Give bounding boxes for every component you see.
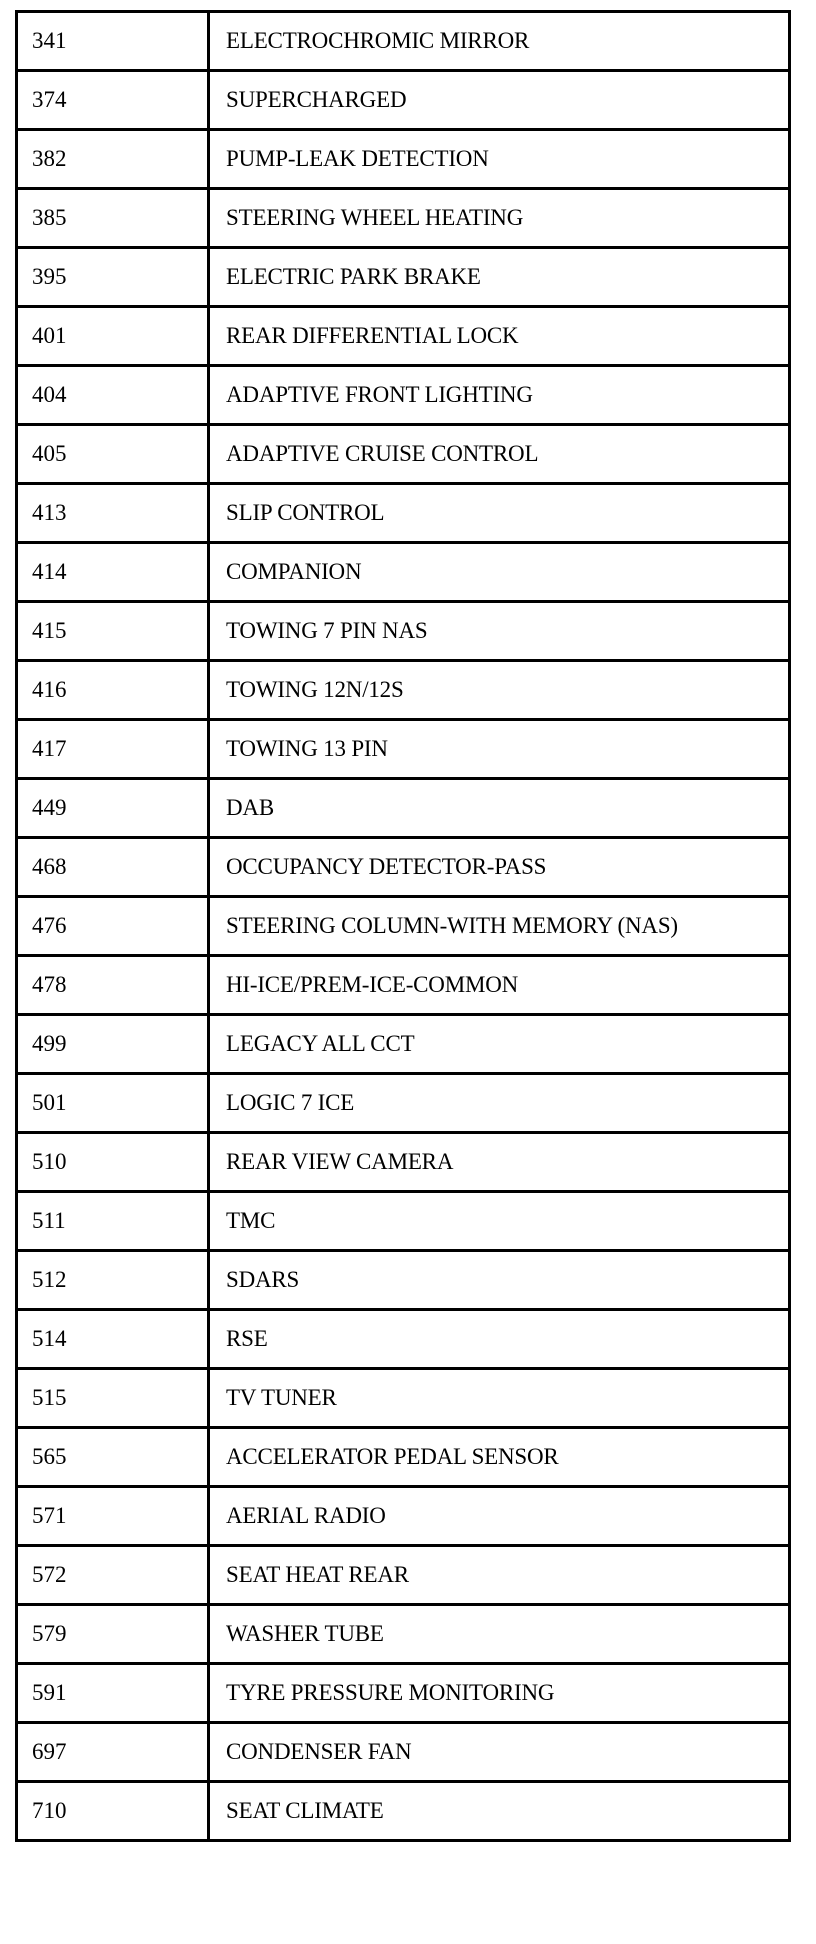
table-row — [17, 543, 790, 602]
description-cell: TYRE PRESSURE MONITORING — [209, 1664, 790, 1723]
table-row — [17, 1605, 790, 1664]
code-cell: 385 — [17, 189, 209, 248]
code-cell: 697 — [17, 1723, 209, 1782]
description-cell: LEGACY ALL CCT — [209, 1015, 790, 1074]
description-cell: RSE — [209, 1310, 790, 1369]
description-cell: SDARS — [209, 1251, 790, 1310]
description-cell: TOWING 13 PIN — [209, 720, 790, 779]
table-row — [17, 1369, 790, 1428]
table-row — [17, 838, 790, 897]
code-cell: 514 — [17, 1310, 209, 1369]
table-row — [17, 248, 790, 307]
code-cell: 404 — [17, 366, 209, 425]
description-cell: ADAPTIVE CRUISE CONTROL — [209, 425, 790, 484]
description-cell: AERIAL RADIO — [209, 1487, 790, 1546]
description-cell: STEERING WHEEL HEATING — [209, 189, 790, 248]
table-row — [17, 602, 790, 661]
code-cell: 510 — [17, 1133, 209, 1192]
table-row — [17, 1015, 790, 1074]
code-cell: 710 — [17, 1782, 209, 1841]
code-cell: 571 — [17, 1487, 209, 1546]
description-cell: ELECTROCHROMIC MIRROR — [209, 12, 790, 71]
description-cell: ACCELERATOR PEDAL SENSOR — [209, 1428, 790, 1487]
table-row — [17, 1251, 790, 1310]
table-row — [17, 12, 790, 71]
code-cell: 572 — [17, 1546, 209, 1605]
table-row — [17, 307, 790, 366]
code-cell: 341 — [17, 12, 209, 71]
description-cell: TV TUNER — [209, 1369, 790, 1428]
description-cell: REAR VIEW CAMERA — [209, 1133, 790, 1192]
table-row — [17, 720, 790, 779]
table-row — [17, 661, 790, 720]
code-cell: 401 — [17, 307, 209, 366]
code-cell: 395 — [17, 248, 209, 307]
description-cell: DAB — [209, 779, 790, 838]
code-cell: 511 — [17, 1192, 209, 1251]
code-cell: 476 — [17, 897, 209, 956]
table-row — [17, 779, 790, 838]
description-cell: STEERING COLUMN-WITH MEMORY (NAS) — [209, 897, 790, 956]
table-row — [17, 1192, 790, 1251]
code-cell: 515 — [17, 1369, 209, 1428]
table-row — [17, 1546, 790, 1605]
code-cell: 415 — [17, 602, 209, 661]
table-row — [17, 71, 790, 130]
description-cell: SEAT HEAT REAR — [209, 1546, 790, 1605]
description-cell: WASHER TUBE — [209, 1605, 790, 1664]
feature-code-table — [15, 10, 791, 1842]
code-cell: 579 — [17, 1605, 209, 1664]
description-cell: PUMP-LEAK DETECTION — [209, 130, 790, 189]
code-cell: 499 — [17, 1015, 209, 1074]
table-row — [17, 1782, 790, 1841]
description-cell: LOGIC 7 ICE — [209, 1074, 790, 1133]
table-row — [17, 1310, 790, 1369]
description-cell: ELECTRIC PARK BRAKE — [209, 248, 790, 307]
table-body — [17, 12, 790, 1841]
code-cell: 468 — [17, 838, 209, 897]
code-cell: 591 — [17, 1664, 209, 1723]
table-row — [17, 1428, 790, 1487]
description-cell: HI-ICE/PREM-ICE-COMMON — [209, 956, 790, 1015]
table-row — [17, 425, 790, 484]
table-row — [17, 956, 790, 1015]
description-cell: ADAPTIVE FRONT LIGHTING — [209, 366, 790, 425]
table-row — [17, 897, 790, 956]
code-cell: 501 — [17, 1074, 209, 1133]
code-cell: 374 — [17, 71, 209, 130]
table-row — [17, 130, 790, 189]
description-cell: COMPANION — [209, 543, 790, 602]
code-cell: 414 — [17, 543, 209, 602]
code-cell: 449 — [17, 779, 209, 838]
code-cell: 565 — [17, 1428, 209, 1487]
code-cell: 478 — [17, 956, 209, 1015]
description-cell: OCCUPANCY DETECTOR-PASS — [209, 838, 790, 897]
description-cell: CONDENSER FAN — [209, 1723, 790, 1782]
code-cell: 382 — [17, 130, 209, 189]
description-cell: TOWING 7 PIN NAS — [209, 602, 790, 661]
code-cell: 417 — [17, 720, 209, 779]
description-cell: SEAT CLIMATE — [209, 1782, 790, 1841]
description-cell: SLIP CONTROL — [209, 484, 790, 543]
table-row — [17, 366, 790, 425]
code-cell: 413 — [17, 484, 209, 543]
description-cell: SUPERCHARGED — [209, 71, 790, 130]
code-cell: 416 — [17, 661, 209, 720]
code-cell: 512 — [17, 1251, 209, 1310]
table-row — [17, 1487, 790, 1546]
code-cell: 405 — [17, 425, 209, 484]
table-row — [17, 1133, 790, 1192]
table-row — [17, 1723, 790, 1782]
table-row — [17, 1074, 790, 1133]
description-cell: REAR DIFFERENTIAL LOCK — [209, 307, 790, 366]
table-row — [17, 1664, 790, 1723]
description-cell: TOWING 12N/12S — [209, 661, 790, 720]
table-row — [17, 189, 790, 248]
description-cell: TMC — [209, 1192, 790, 1251]
table-row — [17, 484, 790, 543]
